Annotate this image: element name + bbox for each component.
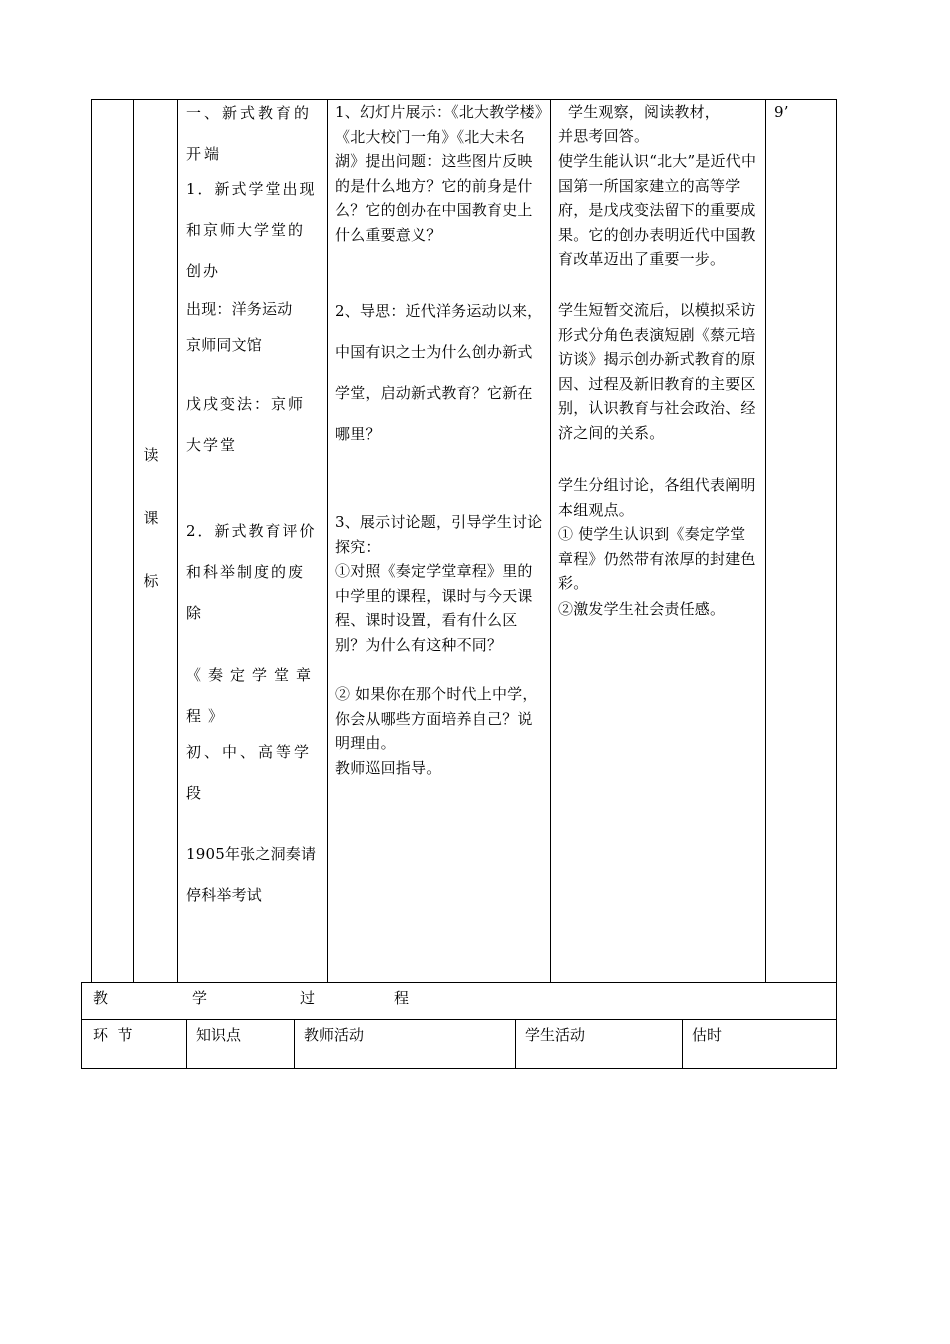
student-text: 并思考回答。 (558, 127, 650, 145)
process-top-border (81, 982, 837, 983)
knowledge-item: 出现：洋务运动 (186, 300, 293, 318)
teacher-question: ①对照《奏定学堂章程》里的中学里的课程，课时与今天课程、课时设置，看有什么区别？为什么有这种不同？ (335, 562, 533, 654)
student-text: 学生观察，阅读教材， (568, 103, 721, 121)
process-left-border (81, 982, 82, 1069)
section-char: 课 (143, 509, 159, 527)
knowledge-item: 1905年张之洞奏请停科举考试 (186, 845, 317, 904)
student-text: 学生短暂交流后，以模拟采访形式分角色表演短剧《蔡元培访谈》揭示创办新式教育的原因、过程及新旧教育的主要区别，认识教育与社会政治、经济之间的关系。 (558, 301, 756, 442)
student-text: ① 使学生认识到《奏定学堂章程》仍然带有浓厚的封建色彩。 (558, 525, 756, 592)
col-border-1 (133, 99, 134, 983)
col-header-segment: 环 节 (93, 1026, 133, 1044)
header-divider (294, 1019, 295, 1069)
col-header-student: 学生活动 (525, 1026, 586, 1044)
teacher-question: ② 如果你在那个时代上中学，你会从哪些方面培养自己？说明理由。 (335, 685, 538, 752)
knowledge-item: 京师同文馆 (186, 336, 263, 354)
col-header-time: 估时 (692, 1026, 723, 1044)
process-mid-border (81, 1019, 837, 1020)
knowledge-heading: 2．新式教育评价和科举制度的废除 (186, 522, 317, 622)
header-divider (515, 1019, 516, 1069)
process-title-char: 学 (192, 989, 208, 1007)
process-title-char: 过 (300, 989, 316, 1007)
knowledge-item: 《奏定学堂章程》 (186, 666, 319, 725)
teacher-step: 3、展示讨论题，引导学生讨论探究： (335, 513, 543, 556)
knowledge-item: 戊戌变法：京师大学堂 (186, 395, 306, 454)
header-divider (682, 1019, 683, 1069)
student-text: ②激发学生社会责任感。 (558, 600, 726, 618)
teacher-step: 1、幻灯片展示：《北大教学楼》《北大校门一角》《北大未名湖》提出问题：这些图片反映的是什么地方？它的前身是什么？它的创办在中国教育史上什么重要意义？ (335, 103, 543, 244)
section-char: 读 (143, 446, 159, 464)
col-border-5 (765, 99, 766, 983)
col-header-teacher: 教师活动 (304, 1026, 365, 1044)
teacher-step: 2、导思：近代洋务运动以来，中国有识之士为什么创办新式学堂，启动新式教育？它新在哪里？ (335, 302, 543, 443)
process-bottom-border (81, 1068, 837, 1069)
knowledge-item: 初、中、高等学段 (186, 743, 313, 802)
student-text: 学生分组讨论，各组代表阐明本组观点。 (558, 476, 756, 519)
col-header-knowledge: 知识点 (196, 1026, 242, 1044)
col-border-4 (550, 99, 551, 983)
process-title-char: 程 (394, 989, 410, 1007)
time-estimate: 9’ (774, 103, 789, 121)
process-title-char: 教 (93, 989, 109, 1007)
header-divider (186, 1019, 187, 1069)
col-border-3 (327, 99, 328, 983)
student-text: 使学生能认识“北大”是近代中国第一所国家建立的高等学府，是戊戌变法留下的重要成果。它的创办表明近代中国教育改革迈出了重要一步。 (558, 152, 757, 268)
knowledge-heading: 一、新式教育的开端 (186, 104, 313, 163)
section-char: 标 (143, 572, 159, 590)
section-label (141, 424, 161, 613)
col-border-6 (836, 99, 837, 1069)
col-border-0 (91, 99, 92, 983)
col-border-2 (177, 99, 178, 983)
knowledge-item: 1．新式学堂出现和京师大学堂的创办 (186, 180, 317, 280)
teacher-note: 教师巡回指导。 (335, 759, 442, 777)
